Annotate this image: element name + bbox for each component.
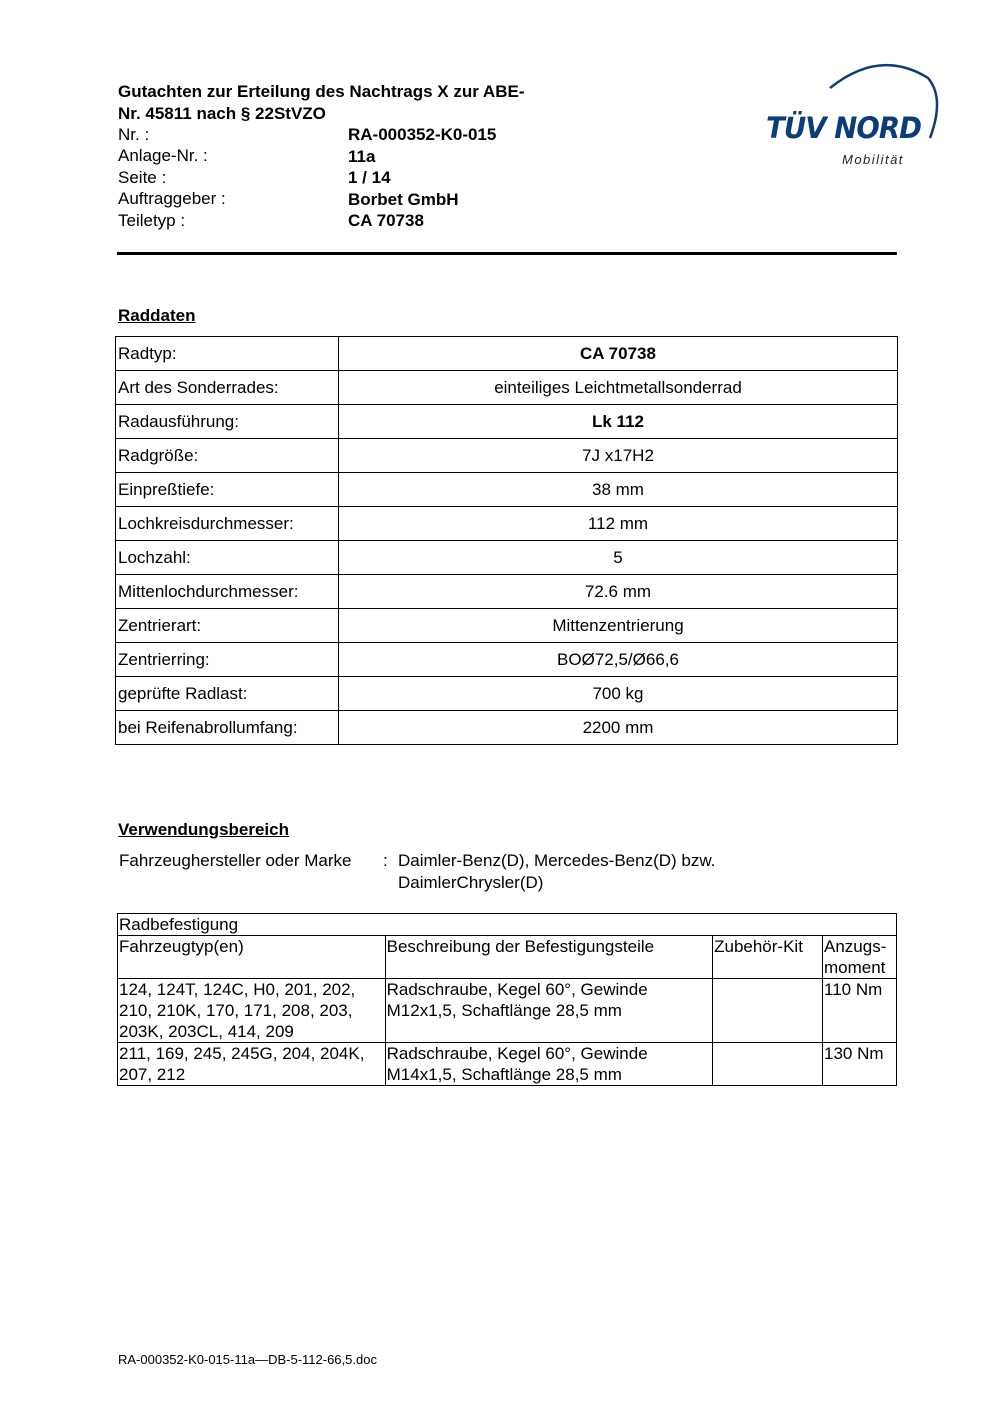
header-divider bbox=[117, 252, 897, 255]
raddaten-row bbox=[116, 711, 898, 745]
raddaten-label: bei Reifenabrollumfang: bbox=[116, 711, 339, 745]
raddaten-value: BOØ72,5/Ø66,6 bbox=[339, 643, 898, 677]
header-anzugsmoment-line2: moment bbox=[824, 958, 886, 977]
raddaten-row bbox=[116, 609, 898, 643]
header-fahrzeugtyp: Fahrzeugtyp(en) bbox=[118, 936, 386, 979]
raddaten-value: 5 bbox=[339, 541, 898, 575]
field-label-seite: Seite : bbox=[118, 168, 167, 187]
raddaten-label: Zentrierart: bbox=[116, 609, 339, 643]
raddaten-value: CA 70738 bbox=[339, 337, 898, 371]
fahrzeugtyp-cell-line: 203K, 203CL, 414, 209 bbox=[119, 1022, 294, 1041]
header-zubehoer-kit: Zubehör-Kit bbox=[713, 936, 823, 979]
raddaten-value: 2200 mm bbox=[339, 711, 898, 745]
raddaten-row bbox=[116, 473, 898, 507]
raddaten-value: einteiliges Leichtmetallsonderrad bbox=[339, 371, 898, 405]
manufacturer-label: Fahrzeughersteller oder Marke bbox=[119, 851, 352, 870]
raddaten-value: 7J x17H2 bbox=[339, 439, 898, 473]
beschreibung-cell-line: M14x1,5, Schaftlänge 28,5 mm bbox=[386, 1065, 622, 1084]
header-anzugsmoment-line1: Anzugs- bbox=[824, 937, 887, 956]
raddaten-value: 112 mm bbox=[339, 507, 898, 541]
raddaten-label: Lochkreisdurchmesser: bbox=[116, 507, 339, 541]
raddaten-label: Mittenlochdurchmesser: bbox=[116, 575, 339, 609]
raddaten-row bbox=[116, 575, 898, 609]
raddaten-label: Lochzahl: bbox=[116, 541, 339, 575]
fahrzeugtyp-cell bbox=[118, 1043, 386, 1086]
beschreibung-cell-line: Radschraube, Kegel 60°, Gewinde bbox=[386, 980, 648, 999]
raddaten-value: Lk 112 bbox=[339, 405, 898, 439]
befestigung-row bbox=[118, 1043, 897, 1086]
raddaten-title: Raddaten bbox=[118, 306, 196, 325]
header-anzugsmoment bbox=[823, 936, 897, 979]
raddaten-value: 72.6 mm bbox=[339, 575, 898, 609]
zubehoer-kit-cell bbox=[713, 979, 823, 1043]
fahrzeugtyp-cell-line: 124, 124T, 124C, H0, 201, 202, bbox=[119, 980, 356, 999]
raddaten-label: geprüfte Radlast: bbox=[116, 677, 339, 711]
befestigung-header-row bbox=[118, 936, 897, 979]
field-label-nr: Nr. : bbox=[118, 125, 150, 144]
fahrzeugtyp-cell-line: 207, 212 bbox=[119, 1065, 186, 1084]
document-title-line1: Gutachten zur Erteilung des Nachtrags X zur ABE- bbox=[118, 82, 525, 101]
raddaten-value: 700 kg bbox=[339, 677, 898, 711]
raddaten-row bbox=[116, 439, 898, 473]
raddaten-row bbox=[116, 643, 898, 677]
raddaten-row bbox=[116, 507, 898, 541]
document-title bbox=[118, 81, 588, 125]
verwendung-title: Verwendungsbereich bbox=[118, 820, 289, 839]
raddaten-label: Einpreßtiefe: bbox=[116, 473, 339, 507]
anzugsmoment-cell: 130 Nm bbox=[823, 1043, 897, 1086]
beschreibung-cell-line: M12x1,5, Schaftlänge 28,5 mm bbox=[386, 1001, 622, 1020]
manufacturer-colon: : bbox=[383, 851, 388, 870]
manufacturer-value-line2: DaimlerChrysler(D) bbox=[398, 873, 544, 892]
field-value-nr: RA-000352-K0-015 bbox=[348, 125, 497, 144]
fahrzeugtyp-cell-line: 211, 169, 245, 245G, 204, 204K, bbox=[119, 1044, 365, 1063]
field-value-auftraggeber: Borbet GmbH bbox=[348, 190, 459, 209]
raddaten-row bbox=[116, 677, 898, 711]
logo-subtitle: Mobilität bbox=[842, 152, 904, 167]
field-label-anlage: Anlage-Nr. : bbox=[118, 146, 208, 165]
zubehoer-kit-cell bbox=[713, 1043, 823, 1086]
raddaten-row bbox=[116, 337, 898, 371]
befestigung-row bbox=[118, 979, 897, 1043]
fahrzeugtyp-cell-line: 210, 210K, 170, 171, 208, 203, bbox=[119, 1001, 353, 1020]
anzugsmoment-cell: 110 Nm bbox=[823, 979, 897, 1043]
raddaten-label: Radgröße: bbox=[116, 439, 339, 473]
beschreibung-cell-line: Radschraube, Kegel 60°, Gewinde bbox=[386, 1044, 648, 1063]
header-beschreibung: Beschreibung der Befestigungsteile bbox=[385, 936, 712, 979]
field-value-seite: 1 / 14 bbox=[348, 168, 391, 187]
raddaten-label: Art des Sonderrades: bbox=[116, 371, 339, 405]
field-label-auftraggeber: Auftraggeber : bbox=[118, 189, 226, 208]
raddaten-value: 38 mm bbox=[339, 473, 898, 507]
fahrzeugtyp-cell bbox=[118, 979, 386, 1043]
raddaten-label: Radausführung: bbox=[116, 405, 339, 439]
beschreibung-cell bbox=[385, 979, 712, 1043]
footer-filename: RA-000352-K0-015-11a—DB-5-112-66,5.doc bbox=[118, 1352, 377, 1367]
raddaten-label: Zentrierring: bbox=[116, 643, 339, 677]
raddaten-row bbox=[116, 405, 898, 439]
raddaten-row bbox=[116, 371, 898, 405]
beschreibung-cell bbox=[385, 1043, 712, 1086]
raddaten-row bbox=[116, 541, 898, 575]
raddaten-value: Mittenzentrierung bbox=[339, 609, 898, 643]
befestigung-title: Radbefestigung bbox=[118, 914, 897, 936]
field-value-teiletyp: CA 70738 bbox=[348, 211, 424, 230]
field-label-teiletyp: Teiletyp : bbox=[118, 211, 186, 230]
document-title-line2: Nr. 45811 nach § 22StVZO bbox=[118, 104, 326, 123]
befestigung-title-row bbox=[118, 914, 897, 936]
logo-brand: TÜV NORD bbox=[766, 111, 922, 145]
raddaten-table bbox=[115, 336, 898, 745]
befestigung-table bbox=[117, 913, 897, 1086]
manufacturer-value-line1: Daimler-Benz(D), Mercedes-Benz(D) bzw. bbox=[398, 851, 716, 870]
raddaten-label: Radtyp: bbox=[116, 337, 339, 371]
field-value-anlage: 11a bbox=[348, 147, 376, 166]
